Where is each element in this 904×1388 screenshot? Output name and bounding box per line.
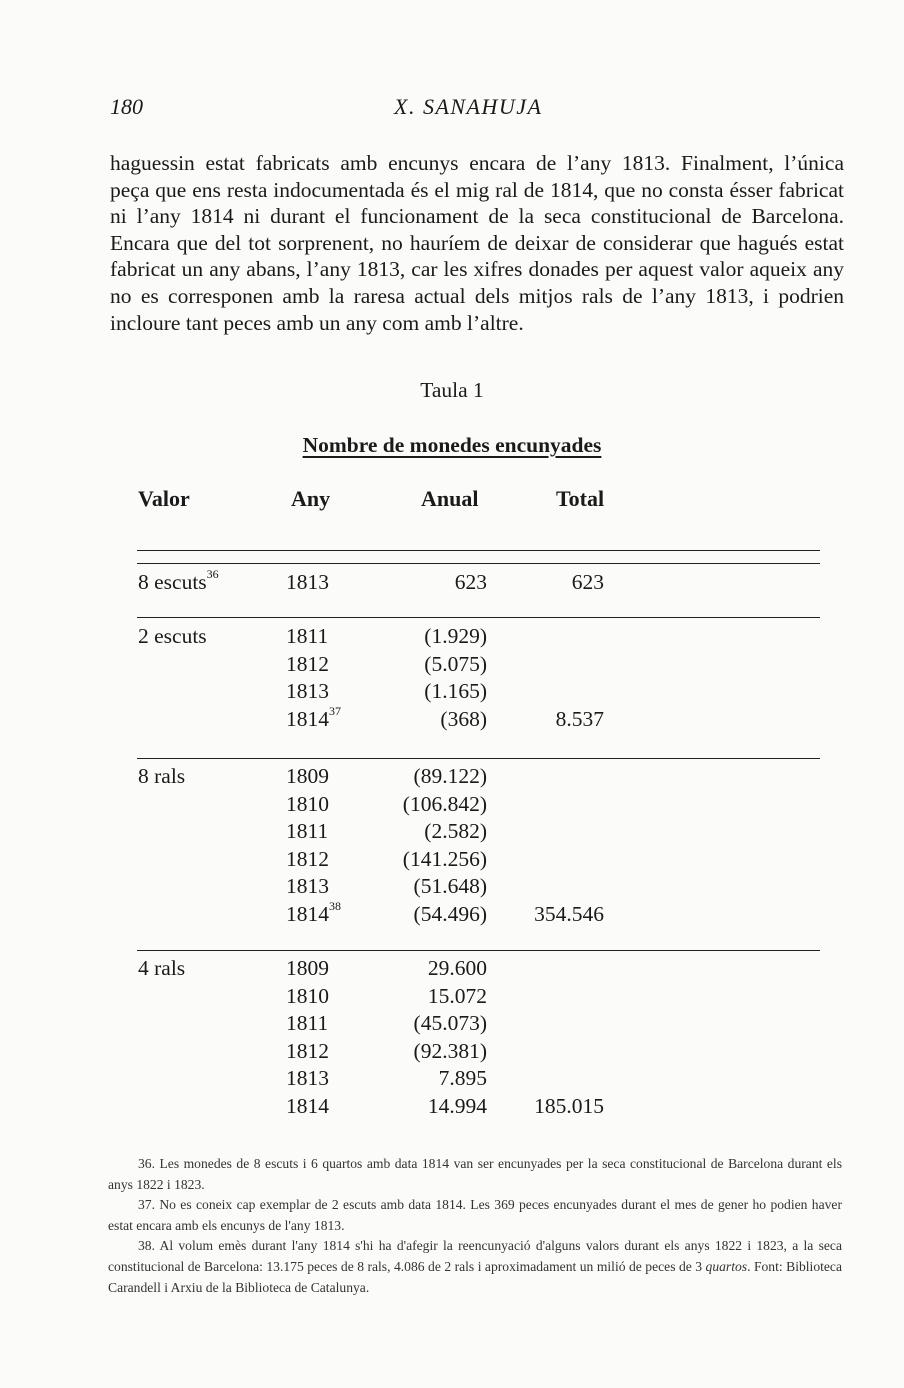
table-rule <box>137 563 820 564</box>
table-rule <box>137 617 820 618</box>
cell-anual-text: (54.496) <box>413 902 487 926</box>
cell-any-text: 1809 <box>286 956 329 980</box>
cell-valor <box>138 624 207 649</box>
cell-anual-text: (368) <box>440 706 487 731</box>
cell-any-text: 1814 <box>286 706 329 731</box>
footnote-36: 36. Les monedes de 8 escuts i 6 quartos amb data 1814 van ser encunyades per la seca constitucional de Barcelona durant els anys 1822 i 1823. <box>108 1156 842 1192</box>
cell-valor <box>138 764 185 789</box>
cell-anual <box>439 1066 487 1091</box>
cell-anual-text: (141.256) <box>402 846 487 871</box>
table-title: Nombre de monedes encunyades <box>302 433 602 457</box>
column-header-total: Total <box>556 486 605 511</box>
cell-any-text: 1810 <box>286 791 329 816</box>
cell-anual-text: (1.929) <box>424 624 487 648</box>
column-header-any: Any <box>291 486 331 511</box>
cell-anual-text: (106.842) <box>402 791 487 816</box>
cell-any-text: 1813 <box>286 1066 329 1091</box>
cell-total-text: 623 <box>571 570 604 594</box>
body-line: incloure tant peces amb un any com amb l’altre. <box>110 310 524 335</box>
body-line: haguessin estat fabricats amb encunys encara de l’any 1813. Finalment, l’única <box>110 151 844 175</box>
cell-valor <box>138 956 185 981</box>
cell-anual <box>424 624 487 649</box>
cell-anual <box>414 874 487 899</box>
cell-anual <box>403 792 487 817</box>
cell-total-text: 185.015 <box>534 1094 604 1118</box>
cell-any <box>286 679 329 704</box>
cell-anual <box>414 1039 487 1064</box>
cell-anual <box>424 679 487 704</box>
cell-any-text: 1813 <box>286 679 329 704</box>
footnotes <box>108 1154 842 1298</box>
body-line: peça que ens resta indocumentada és el mig ral de 1814, que no consta ésser fabricat <box>110 177 844 202</box>
cell-any-text: 1814 <box>286 1094 329 1118</box>
cell-anual <box>424 652 487 677</box>
footnote-38-source: . Font: Biblioteca Carandell i Arxiu de la Biblioteca de Catalunya. <box>108 1258 842 1295</box>
table-caption: Taula 1 <box>420 378 484 402</box>
cell-total-text: 354.546 <box>534 902 604 926</box>
cell-any <box>286 1066 329 1091</box>
footnote-38-text: 38. Al volum emès durant l'any 1814 s'hi ha d'afegir la reencunyació d'alguns valors durant els anys 1822 i 1823, a la seca constitucional de Barcelona: 13.175 peces de 8 rals, 4.086 de 2 rals i aproximadament un milió de peces de 3 <box>108 1238 842 1274</box>
cell-valor-text: 2 escuts <box>138 624 207 648</box>
cell-any <box>286 874 329 899</box>
footnote-ref: 38 <box>329 899 341 913</box>
footnote-38 <box>108 1236 842 1298</box>
footnote-37: 37. No es coneix cap exemplar de 2 escuts amb data 1814. Les 369 peces encunyades durant el mes de gener ho podien haver estat encara amb els encunys de l'any 1813. <box>108 1197 842 1233</box>
cell-valor <box>138 567 219 595</box>
cell-any <box>286 847 329 872</box>
cell-anual-text: (51.648) <box>413 874 487 899</box>
table-rule <box>137 550 820 551</box>
cell-any <box>286 792 329 817</box>
cell-anual-text: (1.165) <box>424 679 487 704</box>
cell-any <box>286 624 328 649</box>
cell-any <box>286 899 341 927</box>
cell-valor-text: 4 rals <box>138 956 186 980</box>
running-title: X. SANAHUJA <box>394 94 543 119</box>
cell-any <box>286 652 329 677</box>
body-line: fabricat un any abans, l’any 1813, car les xifres donades per aquest valor aqueix any <box>110 257 844 282</box>
cell-any-text: 1812 <box>286 1038 329 1063</box>
cell-any-text: 1814 <box>286 902 329 926</box>
cell-any-text: 1813 <box>286 874 329 899</box>
cell-total <box>534 1094 604 1119</box>
cell-valor-text: 8 escuts <box>138 570 207 594</box>
cell-any-text: 1811 <box>286 624 329 648</box>
cell-any-text: 1812 <box>286 846 329 871</box>
cell-any-text: 1809 <box>286 764 329 788</box>
cell-anual <box>428 956 487 981</box>
cell-anual <box>414 764 487 789</box>
cell-any-text: 1813 <box>286 570 329 594</box>
column-header-valor: Valor <box>138 486 190 511</box>
body-line: Encara que del tot sorprenent, no hauríem de deixar de considerar que hagués estat <box>110 230 844 255</box>
page-number: 180 <box>110 94 143 119</box>
column-header-anual: Anual <box>421 486 479 511</box>
body-line: no es corresponen amb la raresa actual dels mitjos rals de l’any 1813, i podrien <box>110 283 844 308</box>
cell-anual-text: (45.073) <box>413 1011 487 1036</box>
body-paragraph <box>110 150 844 336</box>
cell-any <box>286 956 329 981</box>
cell-total <box>572 570 604 595</box>
footnote-38-italic: quartos <box>705 1258 748 1274</box>
cell-any-text: 1811 <box>286 1011 329 1036</box>
cell-anual-text: (92.381) <box>413 1038 487 1063</box>
cell-any-text: 1812 <box>286 651 329 676</box>
body-line: ni l’any 1814 ni durant el funcionament de la seca constitucional de Barcelona. <box>110 204 844 229</box>
cell-valor-text: 8 rals <box>138 764 186 788</box>
cell-any <box>286 570 329 595</box>
cell-anual-text: 7.895 <box>438 1066 487 1091</box>
cell-any-text: 1811 <box>286 819 329 844</box>
cell-total-text: 8.537 <box>555 706 604 731</box>
table-rule <box>137 758 820 759</box>
cell-anual-text: (5.075) <box>424 651 487 676</box>
cell-any <box>286 984 329 1009</box>
footnote-ref: 36 <box>206 567 219 581</box>
cell-anual <box>440 707 487 732</box>
cell-anual <box>455 570 487 595</box>
cell-anual <box>428 1094 487 1119</box>
cell-anual-text: (2.582) <box>424 819 487 844</box>
table-rule <box>137 950 820 951</box>
cell-anual <box>414 1011 487 1036</box>
cell-any <box>286 764 329 789</box>
cell-anual <box>424 819 487 844</box>
cell-anual <box>428 984 487 1009</box>
cell-anual <box>403 847 487 872</box>
cell-anual <box>414 902 487 927</box>
cell-any <box>286 1039 329 1064</box>
cell-any <box>286 1094 329 1119</box>
cell-any <box>286 819 328 844</box>
cell-total <box>534 902 604 927</box>
cell-any <box>286 1011 328 1036</box>
cell-anual-text: 14.994 <box>427 1094 487 1118</box>
cell-any-text: 1810 <box>286 983 329 1008</box>
footnote-ref: 37 <box>329 703 341 718</box>
cell-any <box>286 703 341 732</box>
cell-anual-text: 623 <box>454 570 487 594</box>
cell-anual-text: (89.122) <box>413 764 487 788</box>
cell-anual-text: 15.072 <box>427 983 487 1008</box>
cell-total <box>556 707 604 732</box>
cell-anual-text: 29.600 <box>427 956 487 980</box>
